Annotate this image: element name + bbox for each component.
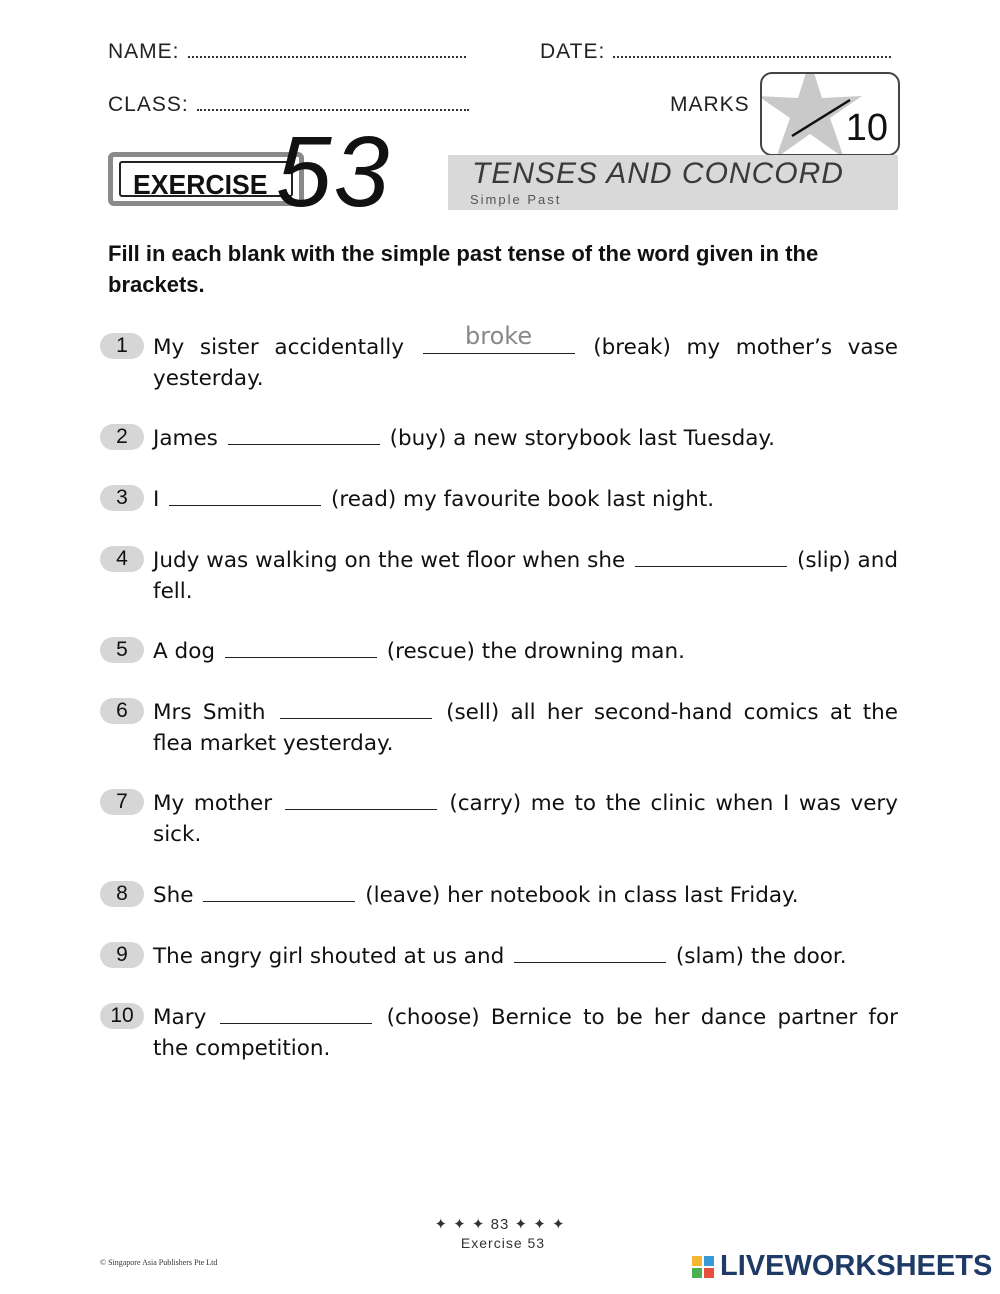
page-number: ✦ ✦ ✦ 83 ✦ ✦ ✦	[434, 1216, 566, 1233]
copyright-notice: © Singapore Asia Publishers Pte Ltd	[100, 1258, 218, 1267]
question-text-after: (slam) the door.	[675, 944, 847, 969]
class-label: CLASS:	[108, 93, 189, 116]
answer-blank[interactable]	[203, 877, 355, 902]
question-text-after: (read) my favourite book last night.	[331, 487, 715, 512]
answer-text: broke	[465, 322, 533, 350]
marks-label: MARKS	[670, 93, 750, 116]
question-number: 4	[100, 546, 144, 572]
question-text-after: (break) my mother’s vase yesterday.	[153, 335, 898, 391]
footer-exercise-label: Exercise 53	[460, 1235, 546, 1251]
question-text-before: I	[153, 487, 160, 512]
question-text	[153, 938, 898, 972]
question-text-before: Mrs Smith	[153, 700, 266, 725]
question-number: 5	[100, 637, 144, 663]
question-number: 10	[100, 1003, 144, 1029]
exercise-badge	[108, 152, 304, 206]
question-number: 6	[100, 698, 144, 724]
question-text-before: Mary	[153, 1005, 207, 1030]
date-label: DATE:	[540, 40, 606, 63]
question-text-after: (sell) all her second-hand comics at the flea market yesterday.	[153, 700, 898, 756]
date-blank[interactable]	[613, 38, 891, 58]
class-field	[108, 91, 469, 117]
question-text	[153, 420, 898, 454]
question-text-before: Judy was walking on the wet floor when she	[153, 548, 626, 573]
question-text-after: (slip) and fell.	[153, 548, 898, 604]
marks-total: 10	[845, 107, 888, 149]
question-text-after: (carry) me to the clinic when I was very sick.	[153, 791, 898, 847]
question-text-after: (rescue) the drowning man.	[386, 639, 685, 664]
topic-banner	[448, 155, 898, 210]
exercise-number: 53	[276, 116, 392, 228]
answer-blank[interactable]	[635, 542, 787, 567]
answer-blank[interactable]	[220, 999, 372, 1024]
name-blank[interactable]	[188, 38, 466, 58]
liveworksheets-brand: LIVEWORKSHEETS	[720, 1250, 993, 1282]
question-text-after: (choose) Bernice to be her dance partner for the competition.	[153, 1005, 898, 1061]
instructions: Fill in each blank with the simple past tense of the word given in the brackets.	[108, 241, 819, 297]
name-field	[108, 38, 466, 64]
question-number: 8	[100, 881, 144, 907]
topic-subtitle: Simple Past	[470, 192, 562, 207]
answer-blank[interactable]	[280, 694, 432, 719]
question-text	[153, 999, 898, 1064]
answer-blank[interactable]	[225, 633, 377, 658]
question-number: 7	[100, 789, 144, 815]
marks-box	[760, 72, 900, 156]
question-text	[153, 633, 898, 667]
question-text-before: A dog	[153, 639, 215, 664]
exercise-word: EXERCISE	[133, 169, 268, 200]
answer-blank[interactable]	[514, 938, 666, 963]
question-text-before: My mother	[153, 791, 273, 816]
question-text-before: My sister accidentally	[153, 335, 404, 360]
question-text-after: (leave) her notebook in class last Friday.	[365, 883, 799, 908]
liveworksheets-icon	[692, 1256, 716, 1280]
answer-blank[interactable]	[228, 420, 380, 445]
question-text	[153, 694, 898, 759]
question-text-before: The angry girl shouted at us and	[153, 944, 505, 969]
question-text-after: (buy) a new storybook last Tuesday.	[389, 426, 775, 451]
question-number: 3	[100, 485, 144, 511]
name-label: NAME:	[108, 40, 180, 63]
class-blank[interactable]	[197, 91, 469, 111]
answer-blank[interactable]	[285, 785, 437, 810]
question-number: 2	[100, 424, 144, 450]
question-number: 1	[100, 333, 144, 359]
question-number: 9	[100, 942, 144, 968]
question-text	[153, 322, 898, 394]
question-text-before: James	[153, 426, 218, 451]
date-field	[540, 38, 891, 64]
question-text	[153, 877, 898, 911]
question-text-before: She	[153, 883, 194, 908]
question-text	[153, 542, 898, 607]
answer-blank[interactable]	[423, 322, 575, 354]
answer-blank[interactable]	[169, 481, 321, 506]
question-text	[153, 785, 898, 850]
question-text	[153, 481, 898, 515]
topic-title: TENSES AND CONCORD	[472, 157, 844, 190]
